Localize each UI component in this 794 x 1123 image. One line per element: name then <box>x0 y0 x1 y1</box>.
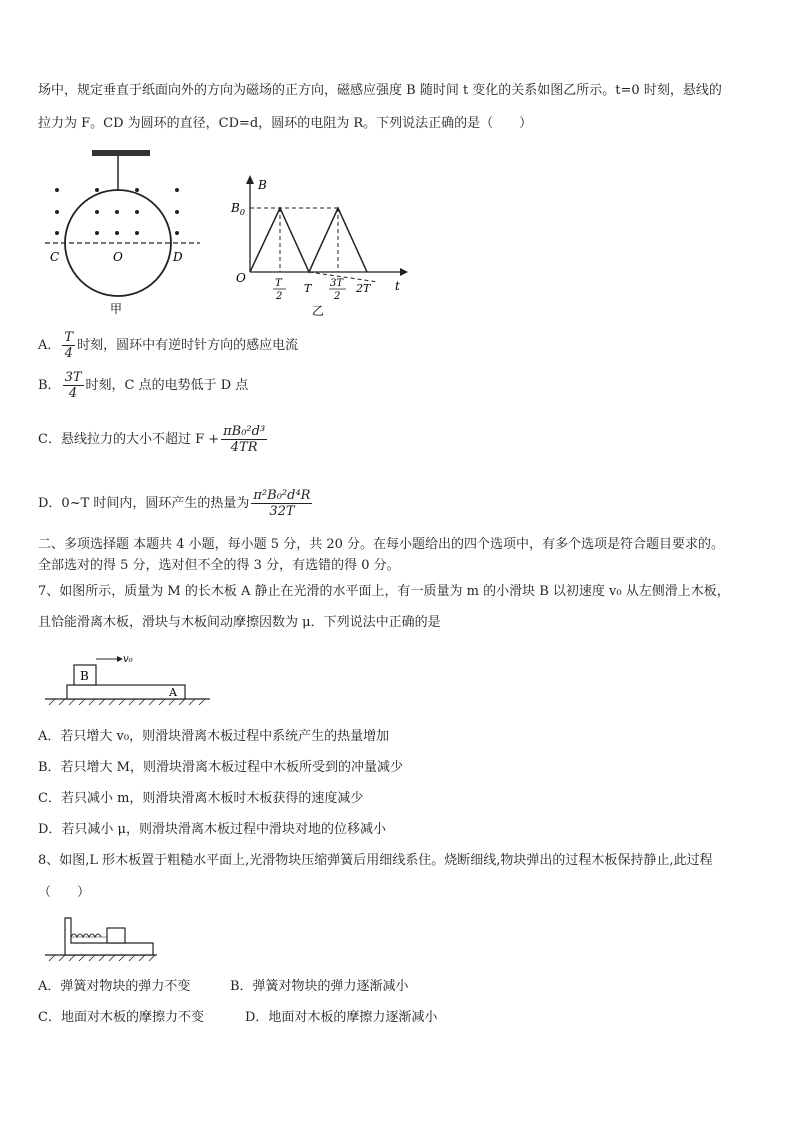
q8-option-c: C．地面对木板的摩擦力不变 <box>38 1010 204 1025</box>
tick-label-t: T <box>304 282 312 295</box>
tick-label-t-half-num: T <box>275 278 282 289</box>
label-B: B <box>80 669 89 683</box>
q6-option-d: D．0~T 时间内，圆环产生的热量为 $\frac{\text{π²B₀²d⁴R}}{32T}$ <box>38 488 311 519</box>
q7-option-b: B．若只增大 M，则滑块滑离木板过程中木板所受到的冲量减少 <box>38 760 403 775</box>
board-A <box>67 685 185 699</box>
b-axis-arrow <box>246 175 254 184</box>
q8-option-b: B．弹簧对物块的弹力逐渐减小 <box>230 979 409 994</box>
label-C: C <box>50 250 60 264</box>
q7-option-a: A．若只增大 v₀，则滑块滑离木板过程中系统产生的热量增加 <box>38 729 390 744</box>
label-O: O <box>113 250 123 264</box>
b-waveform <box>250 208 367 272</box>
figure-q7 <box>45 650 215 710</box>
t-axis-arrow <box>400 268 408 276</box>
section2-line-2: 全部选对的得 5 分，选对但不全的得 3 分，有选错的得 0 分。 <box>38 558 400 573</box>
caption-yi: 乙 <box>312 304 325 318</box>
tick-label-t-half-den: 2 <box>276 291 283 302</box>
q8-option-a: A．弹簧对物块的弹力不变 <box>38 979 191 994</box>
label-v0: v₀ <box>123 654 133 665</box>
label-D: D <box>173 250 183 264</box>
ground-hatch-q8 <box>49 955 155 961</box>
q6-option-c: C．悬线拉力的大小不超过 F + $\frac{\text{πB₀²d³}}{4TR}$ <box>38 424 266 455</box>
intro-line-2: 拉力为 F。CD 为圆环的直径，CD=d，圆环的电阻为 R。下列说法正确的是（ ） <box>38 116 533 131</box>
tick-label-3t-half-num: 3T <box>330 278 344 289</box>
spring <box>71 934 101 937</box>
q8-option-d: D．地面对木板的摩擦力逐渐减小 <box>245 1010 438 1025</box>
block-q8 <box>107 928 125 943</box>
section2-line-1: 二、多项选择题 本题共 4 小题，每小题 5 分，共 20 分。在每小题给出的四个选项中，有多个选项是符合题目要求的。 <box>38 537 725 552</box>
q6-option-b: B． $\frac{3T}{4}$ 时刻，C 点的电势低于 D 点 <box>38 370 249 401</box>
label-A: A <box>169 686 177 699</box>
tick-label-3t-half-den: 2 <box>334 291 341 302</box>
axis-label-B: B <box>258 178 267 192</box>
figure-q8 <box>45 910 160 962</box>
q7-option-c: C．若只减小 m，则滑块滑离木板时木板获得的速度减少 <box>38 791 364 806</box>
figure-jia <box>40 145 215 320</box>
intro-line-1: 场中，规定垂直于纸面向外的方向为磁场的正方向，磁感应强度 B 随时间 t 变化的关系如图乙所示。t=0 时刻，悬线的 <box>38 83 722 98</box>
axis-label-t: t <box>395 279 400 293</box>
ceiling-hatch <box>92 150 150 156</box>
ground-hatch <box>49 699 205 705</box>
caption-jia: 甲 <box>110 302 123 316</box>
figure-yi <box>228 170 413 320</box>
q7-stem-line-1: 7、如图所示，质量为 M 的长木板 A 静止在光滑的水平面上，有一质量为 m 的小滑块 B 以初速度 v₀ 从左侧滑上木板， <box>38 584 730 599</box>
q6-option-a: A． $\frac{T}{4}$ 时刻，圆环中有逆时针方向的感应电流 <box>38 330 299 361</box>
b0-label: $B_0$ <box>231 201 245 217</box>
guide-tail <box>309 272 378 282</box>
tick-label-2t: 2T <box>356 282 371 295</box>
q7-stem-line-2: 且恰能滑离木板，滑块与木板间动摩擦因数为 μ．下列说法中正确的是 <box>38 615 441 630</box>
origin-label: O <box>236 271 246 285</box>
q8-stem-line-1: 8、如图,L 形木板置于粗糙水平面上,光滑物块压缩弹簧后用细线系住。烧断细线,物块弹出的过程木板保持静止,此过程 <box>38 853 713 868</box>
q8-stem-line-2: （ ） <box>38 885 91 900</box>
q7-option-d: D．若只减小 μ，则滑块滑离木板过程中滑块对地的位移减小 <box>38 822 387 837</box>
